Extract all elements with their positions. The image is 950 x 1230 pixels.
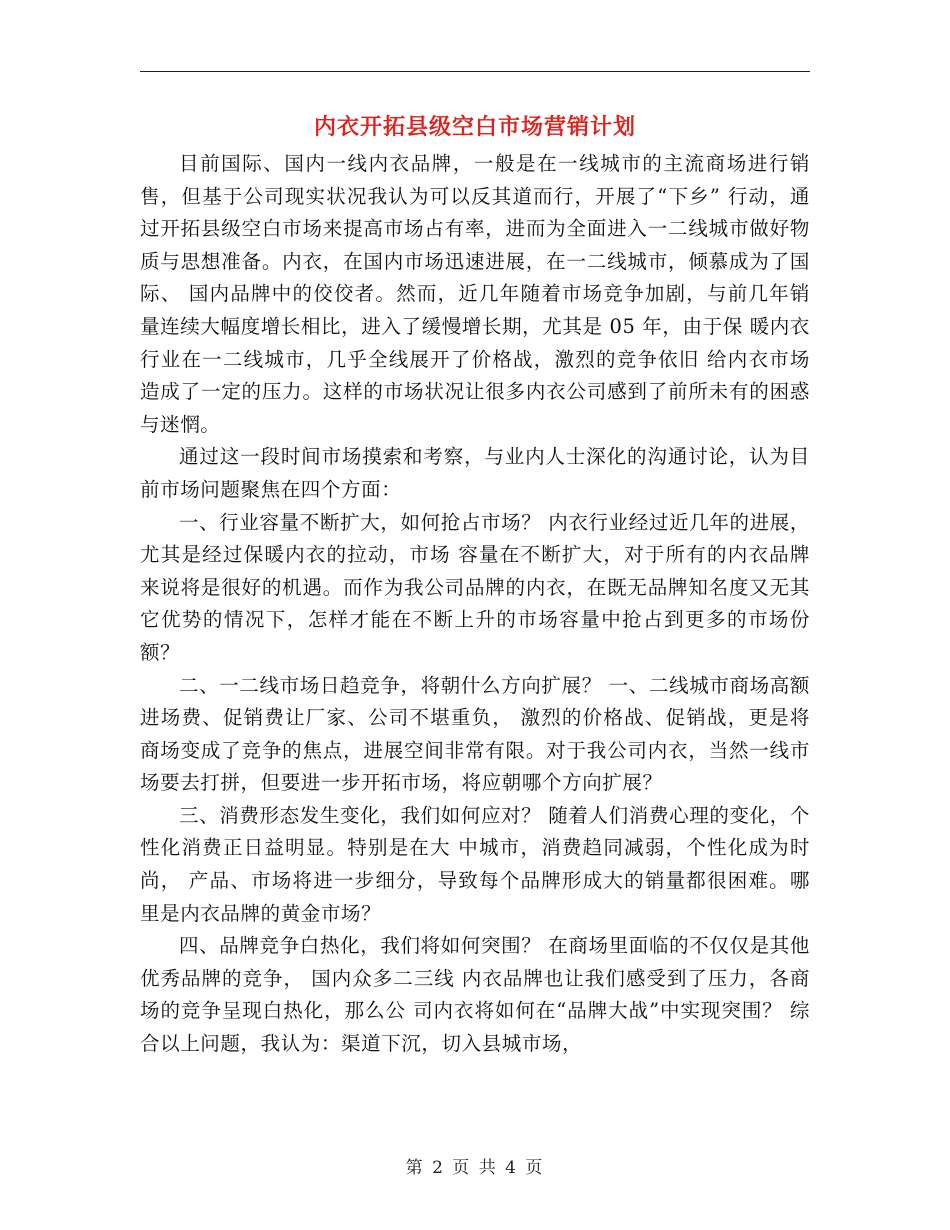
document-body [140, 148, 810, 1061]
paragraph-issue-1: 一、行业容量不断扩大，如何抢占市场？ 内衣行业经过近几年的进展，尤其是经过保暖内衣的拉动，市场 容量在不断扩大，对于所有的内衣品牌来说将是很好的机遇。而作为我公司品牌的内衣，在既无品牌知名度又无其它优势的情况下，怎样才能在不断上升的市场容量中抢占到更多的市场份额？ [140, 510, 810, 664]
paragraph-issue-3: 三、消费形态发生变化，我们如何应对？ 随着人们消费心理的变化，个性化消费正日益明显。特别是在大 中城市，消费趋同减弱，个性化成为时尚， 产品、市场将进一步细分，导致每个品牌形成大的销量都很困难。哪里是内衣品牌的黄金市场？ [140, 803, 810, 925]
paragraph-issue-2: 二、一二线市场日趋竞争，将朝什么方向扩展？ 一、二线城市商场高额进场费、促销费让厂家、公司不堪重负， 激烈的价格战、促销战，更是将商场变成了竞争的焦点，进展空间非常有限。对于我公司内衣，当然一线市场要去打拼，但要进一步开拓市场，将应朝哪个方向扩展？ [140, 673, 810, 795]
document-title: 内衣开拓县级空白市场营销计划 [313, 114, 636, 140]
paragraph-intro: 目前国际、国内一线内衣品牌，一般是在一线城市的主流商场进行销售，但基于公司现实状况我认为可以反其道而行，开展了“下乡” 行动，通过开拓县级空白市场来提高市场占有率，进而为全面进入一二线城市做好物质与思想准备。内衣，在国内市场迅速进展，在一二线城市，倾慕成为了国际、 国内品牌中的佼佼者。然而，近几年随着市场竞争加剧，与前几年销 量连续大幅度增长相比，进入了缓慢增长期，尤其是 05 年，由于保 暖内衣行业在一二线城市，几乎全线展开了价格战，激烈的竞争依旧 给内衣市场造成了一定的压力。这样的市场状况让很多内衣公司感到了前所未有的困惑与迷惘。 [140, 152, 810, 436]
header-rule [140, 71, 810, 72]
paragraph-summary: 通过这一段时间市场摸索和考察，与业内人士深化的沟通讨论，认为目前市场问题聚焦在四个方面： [140, 445, 810, 501]
paragraph-issue-4: 四、品牌竞争白热化，我们将如何突围？ 在商场里面临的不仅仅是其他优秀品牌的竞争， 国内众多二三线 内衣品牌也让我们感受到了压力，各商场的竞争呈现白热化，那么公 司内衣将如何在“品牌大战”中实现突围？ 综合以上问题，我认为：渠道下沉，切入县城市场， [140, 934, 810, 1056]
page-number-footer: 第 2 页 共 4 页 [405, 1158, 545, 1178]
